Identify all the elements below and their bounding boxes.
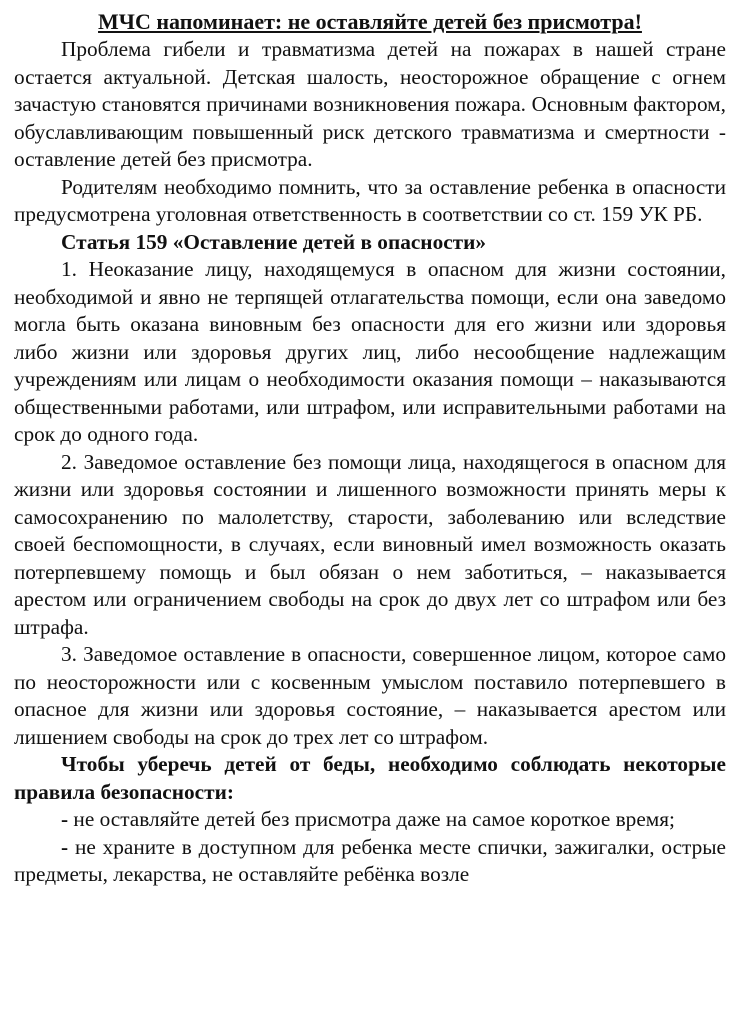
rule-text: не оставляйте детей без присмотра даже на самое короткое время; (68, 807, 675, 831)
article-part-1: 1. Неоказание лицу, находящемуся в опасном для жизни состоянии, необходимой и явно не терпящей отлагательства помощи, если она заведомо могла быть оказана виновным без опасности для его жизни или здоровья либо жизни или здоровья других лиц, либо несообщение надлежащим учреждениям или лицам о необходимости оказания помощи – наказываются общественными работами, или штрафом, или исправительными работами на срок до одного года. (14, 257, 726, 446)
rule-item-2 (14, 834, 726, 889)
document-page (14, 8, 726, 889)
intro-paragraph: Проблема гибели и травматизма детей на пожарах в нашей стране остается актуальной. Детская шалость, неосторожное обращение с огнем зачастую становятся причинами возникновения пожара. Основным фактором, обуславливающим повышенный риск детского травматизма и смертности - оставление детей без присмотра. (14, 37, 726, 171)
parents-paragraph: Родителям необходимо помнить, что за оставление ребенка в опасности предусмотрена уголовная ответственность в соответствии со ст. 159 УК РБ. (14, 174, 726, 226)
article-part-3: 3. Заведомое оставление в опасности, совершенное лицом, которое само по неосторожности или с косвенным умыслом поставило потерпевшего в опасное для жизни или здоровья состояние, – наказывается арестом или лишением свободы на срок до трех лет со штрафом. (14, 642, 726, 749)
rule-item-1 (14, 806, 726, 834)
rule-text: не храните в доступном для ребенка месте спички, зажигалки, острые предметы, лекарства, не оставляйте ребёнка возле (14, 834, 726, 886)
article-heading: Статья 159 «Оставление детей в опасности» (61, 229, 487, 254)
article-part-2: 2. Заведомое оставление без помощи лица, находящегося в опасном для жизни или здоровья состоянии и лишенного возможности принять меры к самосохранению по малолетству, старости, заболеванию или вследствие своей беспомощности, в случаях, если виновный имел возможность оказать потерпевшему помощь и был обязан о нем заботиться, – наказывается арестом или ограничением свободы на срок до двух лет со штрафом или без штрафа. (14, 449, 726, 639)
rule-dash: - (61, 807, 69, 831)
rules-heading: Чтобы уберечь детей от беды, необходимо соблюдать некоторые правила безопасности: (14, 752, 726, 804)
rule-dash: - (61, 834, 69, 859)
document-title: МЧС напоминает: не оставляйте детей без присмотра! (98, 9, 642, 34)
